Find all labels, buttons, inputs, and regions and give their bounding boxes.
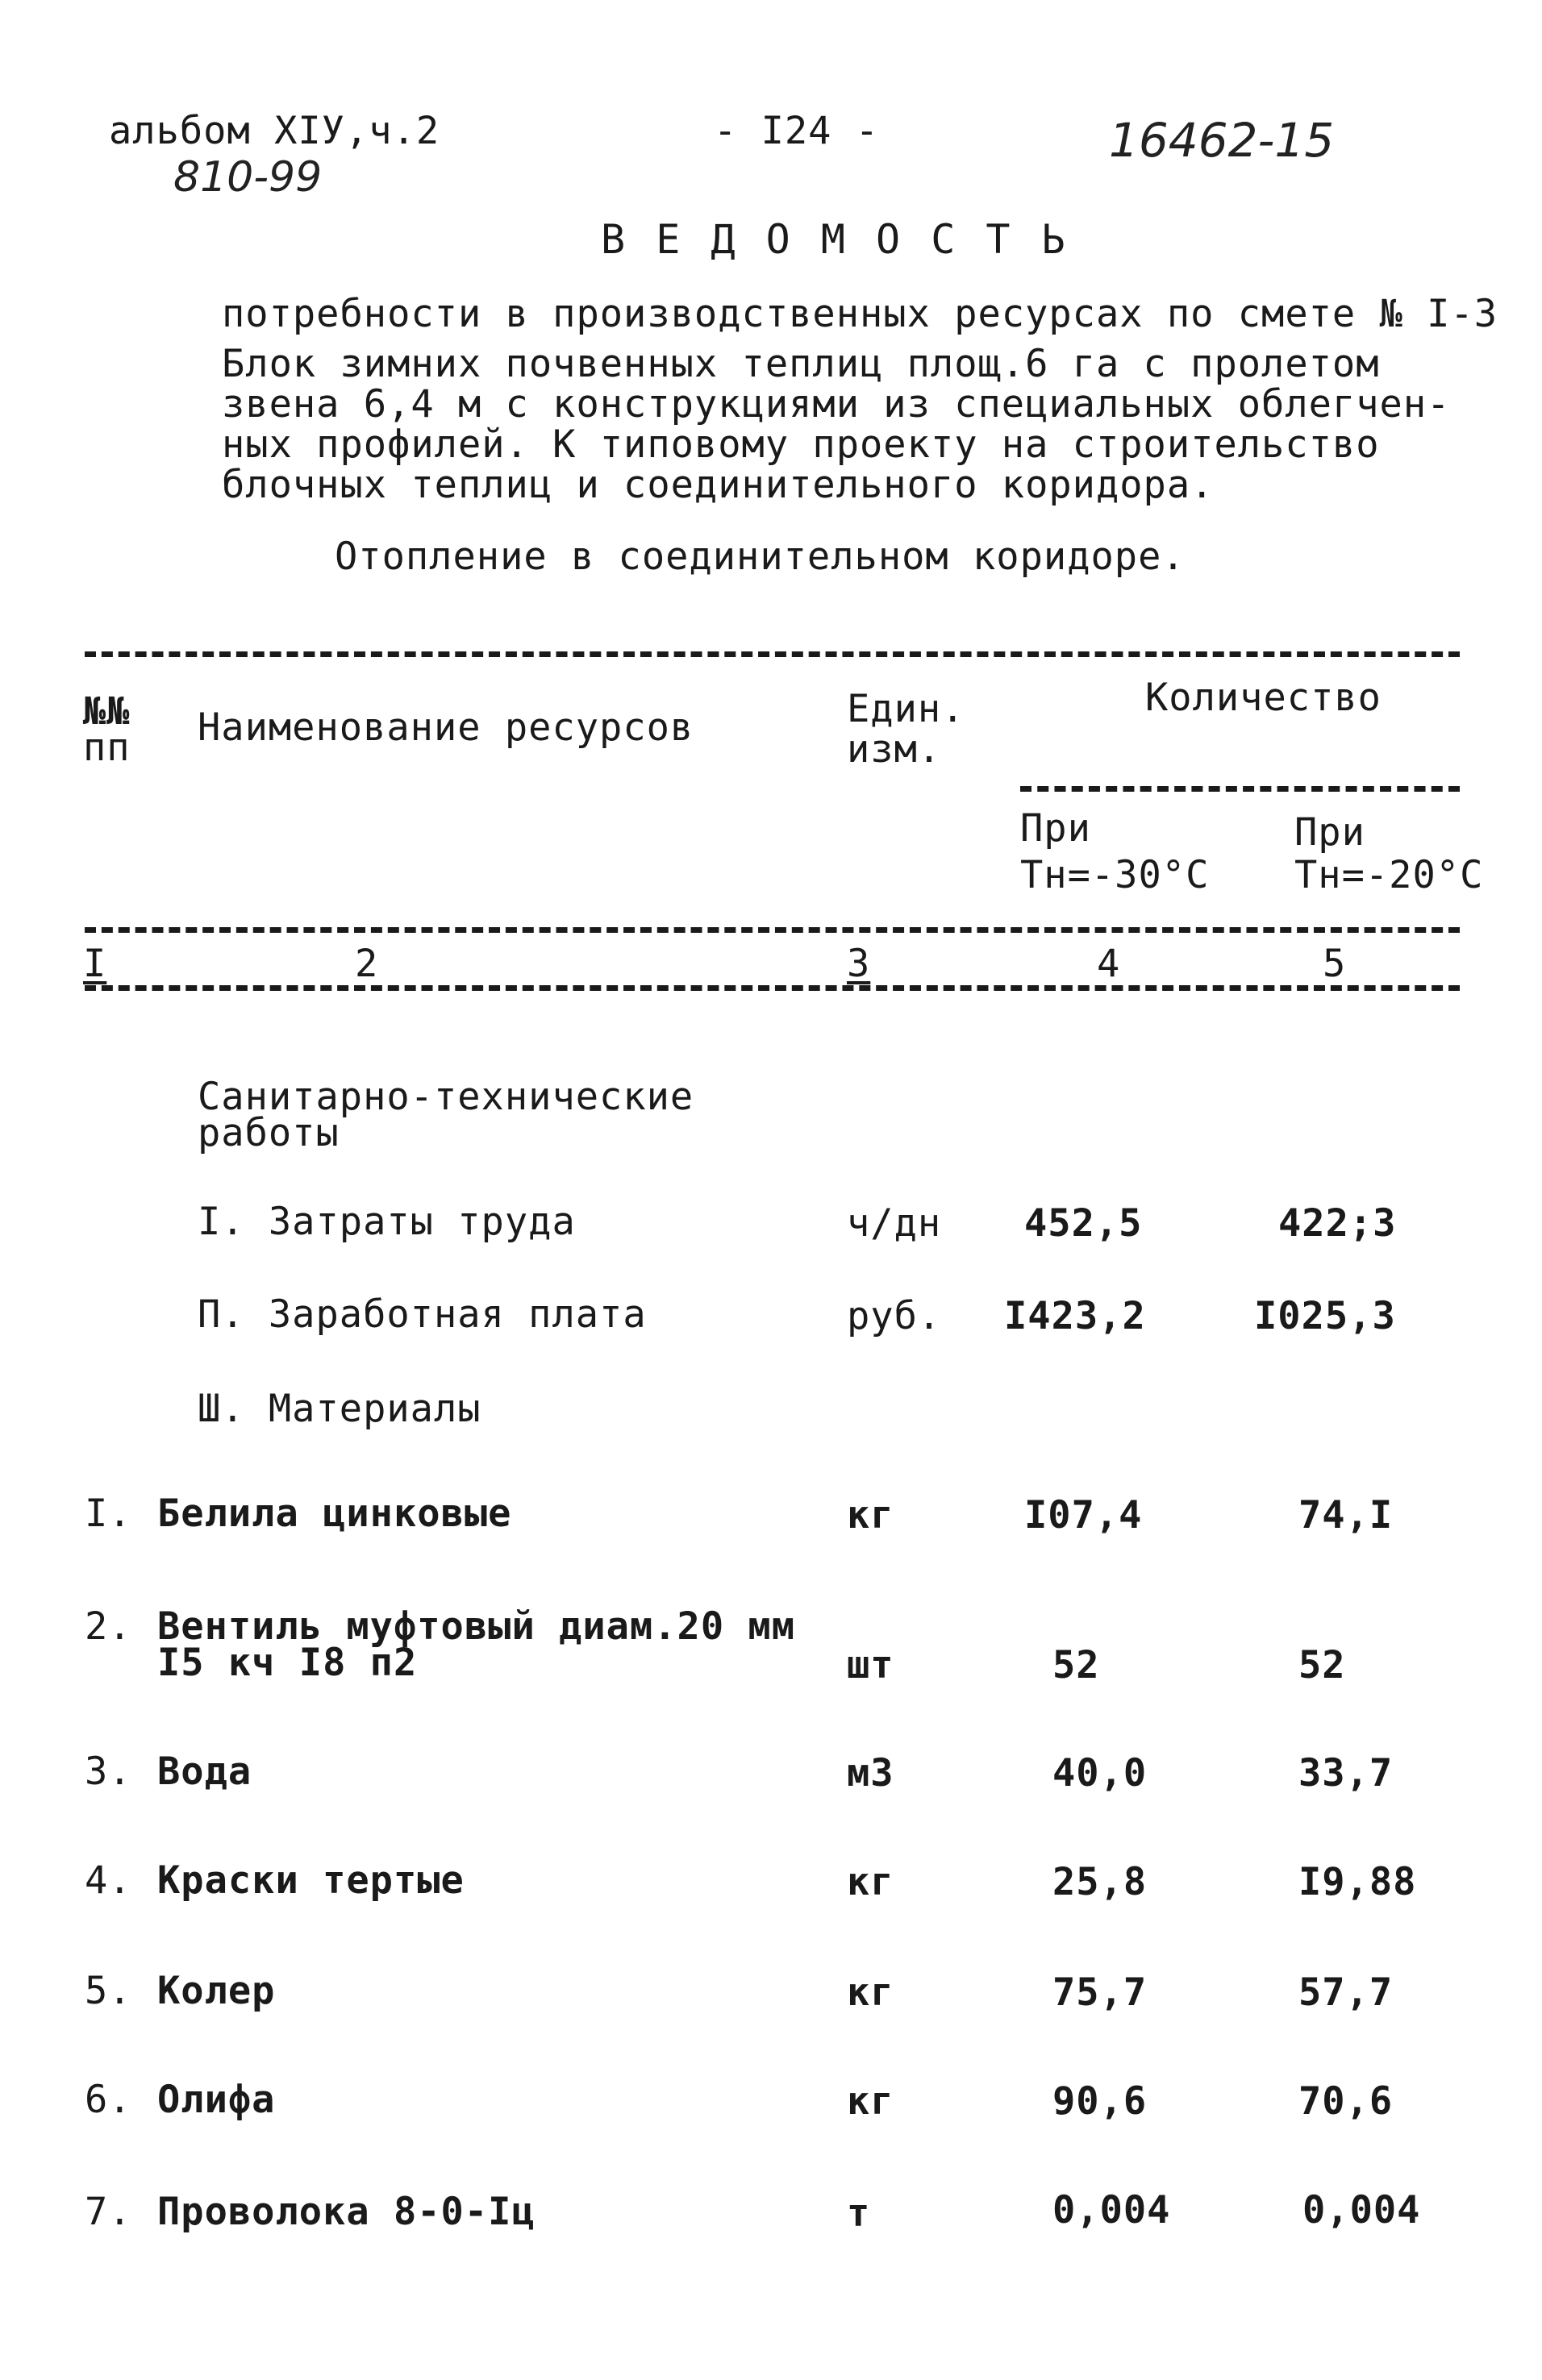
document-subtitle: Отопление в соединительном коридоре.: [335, 535, 1186, 579]
material-row-value-30: I07,4: [1024, 1493, 1143, 1537]
material-row-value-30: 40,0: [1052, 1751, 1148, 1795]
summary-row-label: П. Заработная плата: [198, 1292, 647, 1337]
summary-row-value-30: 452,5: [1024, 1201, 1143, 1246]
material-row-number: 5.: [85, 1969, 132, 2013]
header-resource-name: Наименование ресурсов: [198, 705, 694, 750]
material-row-number: 3.: [85, 1750, 132, 1794]
description-line: потребности в производственных ресурсах по смете № I-3: [222, 292, 1498, 336]
material-row-name: Вентиль муфтовый диам.20 мм: [157, 1604, 796, 1649]
description-block: [222, 294, 1498, 506]
header-col4-line1: При: [1020, 806, 1091, 851]
material-row-name: Колер: [157, 1969, 276, 2013]
material-row-name: Вода: [157, 1750, 252, 1794]
material-row-unit: т: [847, 2191, 871, 2236]
column-number-2: 2: [355, 942, 379, 986]
material-row-unit: кг: [847, 1860, 894, 1904]
material-row-value-20: 70,6: [1298, 2079, 1394, 2124]
material-row-value-30: 90,6: [1052, 2079, 1148, 2124]
header-quantity: Количество: [1145, 676, 1382, 720]
summary-row-unit: руб.: [847, 1294, 942, 1338]
album-handwritten-note: 810-99: [173, 153, 323, 202]
summary-row-value-30: I423,2: [1004, 1294, 1146, 1338]
album-reference: альбом XIУ,ч.2: [109, 109, 440, 153]
material-row-value-30: 25,8: [1052, 1860, 1148, 1904]
summary-row-label: Ш. Материалы: [198, 1387, 481, 1431]
material-row-unit: кг: [847, 2079, 894, 2124]
material-row-number: 4.: [85, 1858, 132, 1903]
material-row-number: I.: [85, 1492, 132, 1536]
material-row-unit: кг: [847, 1493, 894, 1537]
summary-row-label: I. Затраты труда: [198, 1200, 576, 1244]
material-row-value-30: 0,004: [1052, 2188, 1171, 2232]
material-row-name-continued: I5 кч I8 п2: [157, 1641, 418, 1685]
material-row-unit: кг: [847, 1970, 894, 2015]
material-row-number: 2.: [85, 1604, 132, 1649]
description-line: блочных теплиц и соединительного коридора.: [222, 463, 1215, 507]
material-row-value-20: I9,88: [1298, 1860, 1417, 1904]
material-row-value-20: 52: [1298, 1643, 1346, 1687]
material-row-value-20: 74,I: [1298, 1493, 1394, 1537]
document-number-handwritten: 16462-15: [1109, 113, 1335, 168]
material-row-value-20: 57,7: [1298, 1970, 1394, 2015]
material-row-value-20: 33,7: [1298, 1751, 1394, 1795]
section-heading-line2: работы: [198, 1111, 340, 1155]
header-col5-line2: Тн=-20°С: [1294, 853, 1484, 897]
description-line: Блок зимних почвенных теплиц площ.6 га с пролетом: [222, 342, 1380, 386]
material-row-unit: м3: [847, 1751, 894, 1795]
summary-row-value-20: 422;3: [1278, 1201, 1397, 1246]
material-row-number: 7.: [85, 2190, 132, 2234]
description-line: ных профилей. К типовому проекту на строительство: [222, 422, 1380, 467]
material-row-value-30: 75,7: [1052, 1970, 1148, 2015]
material-row-value-20: 0,004: [1302, 2188, 1421, 2232]
column-numbers-top-rule: [85, 927, 1460, 933]
material-row-number: 6.: [85, 2078, 132, 2122]
section-heading-line1: Санитарно-технические: [198, 1075, 694, 1119]
column-number-1: I: [83, 942, 107, 986]
material-row-name: Белила цинковые: [157, 1492, 512, 1536]
material-row-value-30: 52: [1052, 1643, 1100, 1687]
header-num-line2: пп: [83, 726, 131, 770]
header-unit-line1: Един.: [847, 687, 965, 731]
column-number-3: 3: [847, 942, 871, 986]
material-row-name: Краски тертые: [157, 1858, 465, 1903]
quantity-subheader-rule: [1020, 786, 1460, 792]
header-col5-line1: При: [1294, 810, 1365, 855]
table-top-rule: [85, 651, 1460, 657]
header-num-line1: №№: [83, 689, 131, 734]
column-numbers-bottom-rule: [85, 985, 1460, 991]
material-row-name: Олифа: [157, 2078, 276, 2122]
page-number: - I24 -: [714, 109, 880, 153]
header-col4-line2: Тн=-30°С: [1020, 853, 1210, 897]
summary-row-unit: ч/дн: [847, 1201, 942, 1246]
header-unit-line2: изм.: [847, 727, 942, 772]
material-row-name: Проволока 8-0-Iц: [157, 2190, 536, 2234]
description-line: звена 6,4 м с конструкциями из специальных облегчен-: [222, 382, 1451, 426]
document-title: В Е Д О М О С Т Ь: [601, 216, 1069, 263]
summary-row-value-20: I025,3: [1254, 1294, 1396, 1338]
material-row-unit: шт: [847, 1643, 894, 1687]
column-number-5: 5: [1323, 942, 1347, 986]
column-number-4: 4: [1097, 942, 1121, 986]
